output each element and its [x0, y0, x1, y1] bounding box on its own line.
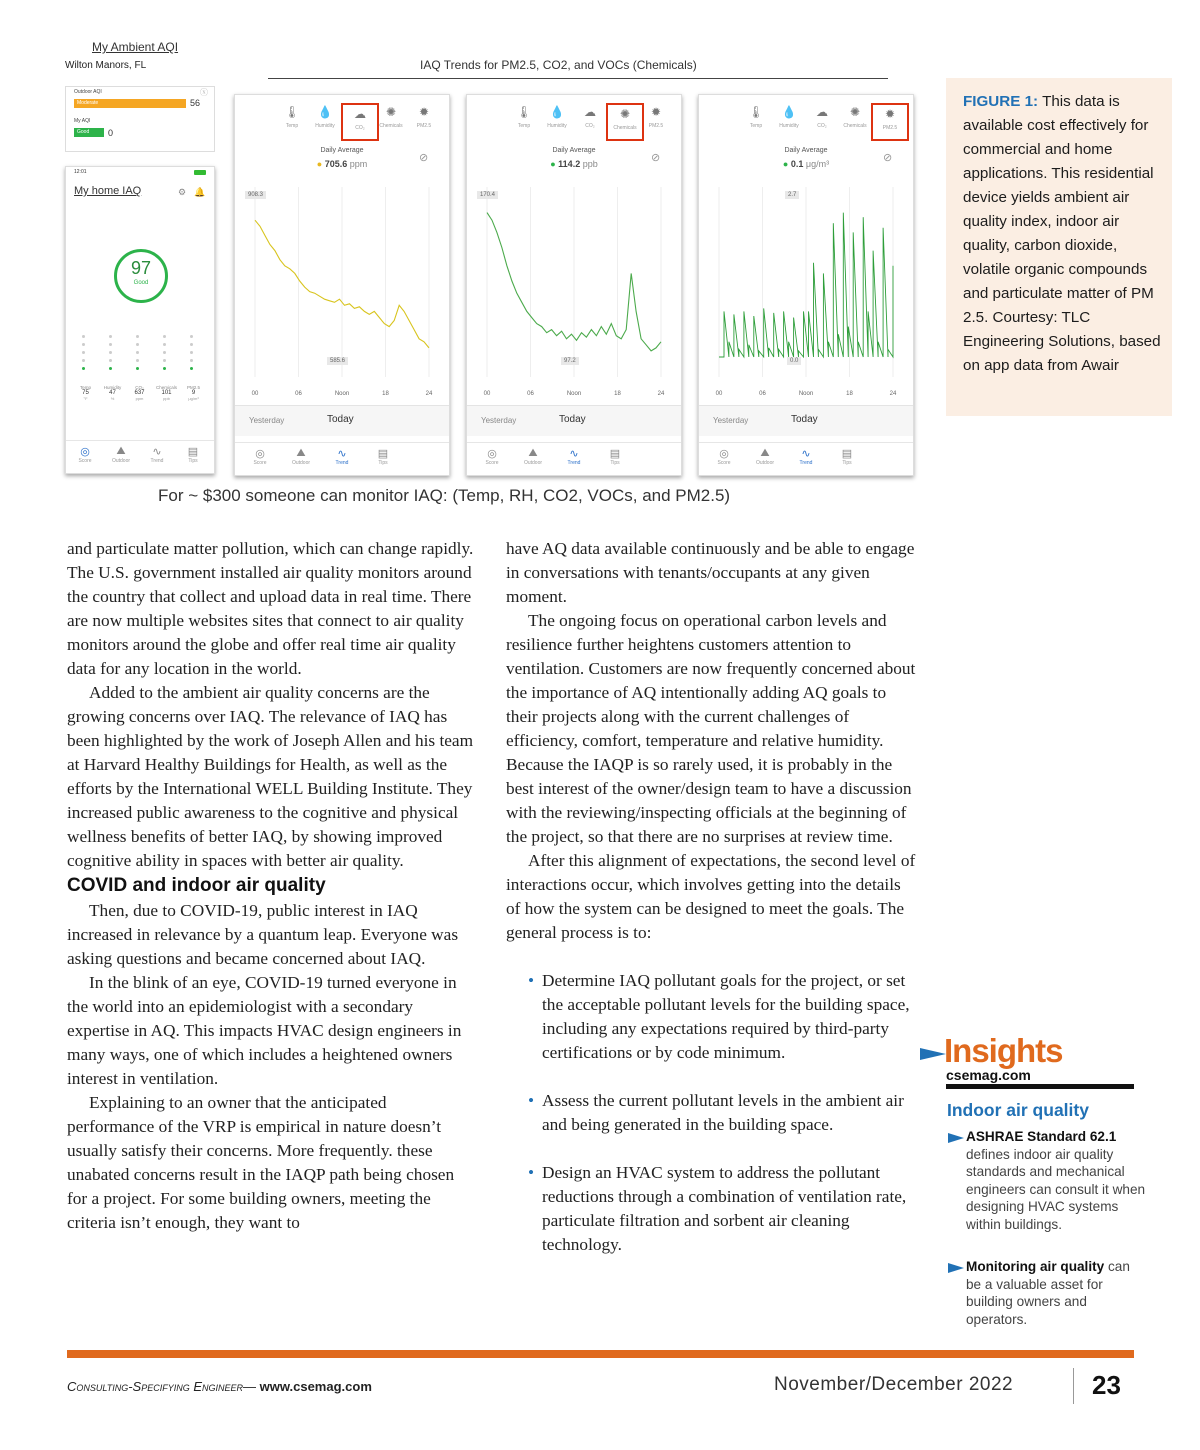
metric-value: 47 [109, 390, 116, 396]
trend-icon: ∿ [569, 448, 579, 460]
x-tick-label: 06 [295, 391, 302, 397]
tab-yesterday[interactable]: Yesterday [249, 416, 285, 425]
metric-tab-label: Temp [517, 123, 531, 129]
my-aqi-bar [74, 128, 104, 137]
footer-rule [67, 1350, 1134, 1358]
x-tick-label: 24 [425, 391, 433, 397]
no-wifi-icon[interactable]: ⊘ [419, 152, 429, 164]
metric-tab-icon: ✺ [385, 105, 397, 119]
metric-value: 75 [82, 390, 89, 396]
outdoor-aqi-bar [74, 99, 186, 108]
nav-trend[interactable]: ∿ Trend [789, 447, 823, 466]
level-dot [190, 359, 193, 362]
my-aqi-label: My AQI [74, 118, 91, 124]
metric-tab-label: Chemicals [379, 123, 403, 129]
metric-readout [72, 385, 99, 401]
level-dot [136, 367, 139, 370]
col1-paragraph-4: In the blink of an eye, COVID-19 turned everyone in the world into an epidemiologist with a secondary expertise in AQ. This impacts HVAC design engineers in many ways, one of which includes a heightened owners interest in ventilation. [67, 973, 462, 1088]
metric-tab-icon: 💧 [549, 105, 565, 119]
x-tick-label: 24 [657, 391, 665, 397]
ambient-aqi-title: My Ambient AQI [92, 40, 179, 54]
metric-value: 9 [191, 390, 196, 396]
daily-average-value: ● 0.1 μg/m³ [782, 159, 830, 169]
insights-item-arrow-icon [948, 1263, 964, 1273]
page-number: 23 [1092, 1370, 1121, 1400]
outdoor-icon: ⛰ [296, 447, 306, 459]
nav-tips[interactable]: ▤ Tips [176, 445, 210, 464]
metric-tab-icon: 🌡 [284, 105, 300, 119]
metric-unit: ppb [163, 396, 170, 401]
col1-paragraph-5: Explaining to an owner that the anticipated performance of the VRP is empirical in nature doesn’t usually satisfy their concerns. More frequently. these unabated concerns result in the IAQP path being chosen for a project. For some building owners, meeting the criteria isn’t enough, they want to [67, 1093, 455, 1232]
max-value-label: 908.3 [245, 191, 266, 199]
metric-readout [180, 385, 207, 401]
metric-tab-icon: 💧 [317, 105, 333, 119]
metric-tab-label: Humidity [779, 123, 799, 129]
footer-site[interactable]: www.csemag.com [259, 1379, 372, 1394]
level-dot [136, 351, 139, 354]
tips-icon: ▤ [609, 448, 621, 460]
x-tick-label: 06 [759, 391, 766, 397]
battery-icon [194, 170, 206, 175]
metric-tab-label: PM2.5 [882, 125, 898, 131]
trend-icon: ∿ [337, 448, 347, 460]
settings-icon[interactable]: ⚙ [178, 187, 187, 197]
metric-tab-label: Temp [285, 123, 299, 129]
nav-score[interactable]: ◎ Score [707, 447, 741, 466]
nav-score[interactable]: ◎ Score [68, 445, 102, 464]
x-tick-label: Noon [566, 391, 582, 397]
insights-logo: Insights [944, 1032, 1063, 1069]
level-dot [82, 351, 85, 354]
metric-readouts [72, 385, 212, 415]
insights-site: csemag.com [946, 1067, 1031, 1083]
x-tick-label: 00 [251, 391, 259, 397]
metric-value: 101 [161, 390, 172, 396]
trend-chart [707, 187, 905, 387]
metric-tab-label: Humidity [547, 123, 567, 129]
metric-tab-icon: ✹ [418, 105, 430, 119]
x-tick-label: 18 [614, 391, 621, 397]
metric-tab-label: CO₂ [817, 123, 827, 129]
metric-tab-icon: ☁ [584, 105, 596, 119]
metric-label: Humidity [103, 385, 122, 390]
home-bottom-nav [66, 440, 214, 473]
no-wifi-icon[interactable]: ⊘ [883, 152, 893, 164]
metric-label: PM2.5 [186, 385, 200, 390]
tips-icon: ▤ [377, 448, 389, 460]
x-tick-label: 00 [483, 391, 491, 397]
insights-box [918, 1032, 1146, 1336]
metric-tab-label: Chemicals [843, 123, 867, 129]
nav-tips[interactable]: ▤ Tips [830, 447, 864, 466]
x-tick-label: 24 [889, 391, 897, 397]
nav-tips[interactable]: ▤ Tips [598, 447, 632, 466]
metric-tab-label: Temp [749, 123, 763, 129]
min-value-label: 97.2 [561, 357, 579, 365]
figure-bottom-caption: For ~ $300 someone can monitor IAQ: (Temp, RH, CO2, VOCs, and PM2.5) [158, 486, 731, 505]
metric-unit: μg/m³ [188, 396, 199, 401]
nav-trend[interactable]: ∿ Trend [325, 447, 359, 466]
status-time: 12:01 [74, 169, 87, 175]
bullet-icon: • [528, 1091, 535, 1110]
bullet-item: • Determine IAQ pollutant goals for the project, or set the acceptable pollutant levels for the building space, including any expectations required by third-party certifications or by code minimum. [528, 971, 910, 1062]
pm25-trend-phone [698, 94, 914, 476]
column-1 [67, 537, 475, 1235]
level-dot [163, 351, 166, 354]
status-dot-icon: ● [782, 159, 791, 169]
nav-outdoor[interactable]: ⛰ Outdoor [104, 445, 138, 464]
insights-item-1: ASHRAE Standard 62.1 defines indoor air quality standards and mechanical engineers can consult it when designing HVAC systems within buildings. [966, 1129, 1146, 1232]
location-label: Wilton Manors, FL [65, 60, 147, 71]
footer-publication: Consulting-Specifying Engineer— www.csemag.com [67, 1379, 372, 1394]
daily-average-value: ● 705.6 ppm [316, 159, 368, 169]
level-dot [109, 343, 112, 346]
level-dot [163, 359, 166, 362]
level-dot [190, 351, 193, 354]
status-dot-icon: ● [316, 159, 325, 169]
metric-tab[interactable] [308, 103, 342, 137]
nav-tips[interactable]: ▤ Tips [366, 447, 400, 466]
home-screen [65, 166, 215, 474]
col2-paragraph-2: The ongoing focus on operational carbon levels and resilience further heightens customers attention to ventilation. Customers are now frequently concerned about the importance of AQ intentionally adding AQ goals to their projects along with the current challenges of efficiency, comfort, temperature and relative humidity. Because the IAQP is so rarely used, it is probably in the best interest of the owner/design team to have a discussion with the reviewing/inspecting officials at the beginning of the project, so that there are no surprises at review time. [506, 611, 916, 846]
metric-tab-label: PM2.5 [648, 123, 664, 129]
x-tick-label: 00 [715, 391, 723, 397]
level-dot [82, 359, 85, 362]
trends-title-rule [268, 78, 888, 79]
outdoor-icon: ⛰ [760, 447, 770, 459]
metric-tab[interactable] [275, 103, 309, 137]
min-value-label: 0.0 [787, 357, 801, 365]
metric-readout [99, 385, 126, 401]
metric-tab[interactable] [507, 103, 541, 137]
footer-divider [1073, 1368, 1074, 1404]
level-dot [109, 351, 112, 354]
tab-yesterday[interactable]: Yesterday [481, 416, 517, 425]
metric-tab-icon: ✺ [849, 105, 861, 119]
metric-label: Temp [79, 385, 91, 390]
metric-tab[interactable] [407, 103, 441, 137]
metric-tab-icon: 💧 [781, 105, 797, 119]
metric-tab[interactable] [739, 103, 773, 137]
tab-today[interactable]: Today [327, 414, 354, 425]
daily-average-value: ● 114.2 ppb [550, 159, 598, 169]
score-icon: ◎ [255, 448, 265, 460]
x-tick-label: 18 [382, 391, 389, 397]
nav-trend[interactable]: ∿ Trend [140, 445, 174, 464]
no-wifi-icon[interactable]: ⊘ [651, 152, 661, 164]
close-icon[interactable]: ⓧ [200, 88, 208, 97]
bullet-item: • Design an HVAC system to address the pollutant reductions through a combination of ventilation rate, particulate filtration and sorbent air cleaning technology. [528, 1163, 907, 1254]
trend-icon: ∿ [801, 448, 811, 460]
insights-arrow-icon [920, 1048, 946, 1060]
level-dot [163, 343, 166, 346]
col2-paragraph-3: After this alignment of expectations, the second level of interactions occur, which involves getting into the details of how the system can be designed to meet the goals. The general process is to: [506, 851, 916, 942]
metric-tab-label: CO₂ [585, 123, 595, 129]
co2-trend-phone [234, 94, 450, 476]
metric-tab-icon: 🌡 [748, 105, 764, 119]
level-dot [163, 335, 166, 338]
tab-today[interactable]: Today [559, 414, 586, 425]
metric-tab-icon: ✹ [884, 107, 896, 121]
trend-icon: ∿ [152, 446, 162, 458]
metric-tab[interactable] [540, 103, 574, 137]
metric-tab-icon: ✺ [619, 107, 631, 121]
nav-outdoor[interactable]: ⛰ Outdoor [516, 447, 550, 466]
column-2 [506, 537, 916, 1257]
metric-readout [153, 385, 180, 401]
section-heading: COVID and indoor air quality [67, 875, 326, 896]
metric-tab-icon: ✹ [650, 105, 662, 119]
chemicals-trend-phone [466, 94, 682, 476]
bottom-nav [235, 442, 449, 475]
metric-tab[interactable] [639, 103, 673, 137]
score-icon: ◎ [487, 448, 497, 460]
home-phone [65, 86, 215, 472]
caption-text: This data is available cost effectively for commercial and home applications. This residential device yields ambient air quality index, indoor air quality, carbon dioxide, volatile organic compounds and particulate matter of PM 2.5. Courtesy: TLC Engineering Solutions, based on app data from Awair [963, 93, 1161, 374]
my-aqi-value: 0 [108, 128, 114, 138]
insights-item-arrow-icon [948, 1133, 964, 1143]
metric-tab[interactable] [573, 103, 607, 137]
nav-score[interactable]: ◎ Score [243, 447, 277, 466]
metric-tab-label: Humidity [315, 123, 335, 129]
metric-tab-label: CO₂ [355, 125, 365, 131]
metric-tab-label: PM2.5 [416, 123, 432, 129]
day-tabs [235, 405, 449, 436]
col1-paragraph-1: and particulate matter pollution, which can change rapidly. The U.S. government installed air quality monitors around the country that collect and upload data in real time. There are now multiple websites sites that connect to air quality monitors around the globe and offer real time air quality data for any location in the world. [67, 539, 474, 678]
status-dot-icon: ● [550, 159, 559, 169]
score-icon: ◎ [719, 448, 729, 460]
metric-value: 637 [134, 390, 145, 396]
col1-paragraph-2: Added to the ambient air quality concerns are the growing concerns over IAQ. The relevance of IAQ has been highlighted by the work of Joseph Allen and his team at Harvard Healthy Buildings for Health, as well as the efforts by the International WELL Building Institute. They increased public awareness to the cognitive and physical wellness benefits of better IAQ, by showing improved cognitive ability in spaces with better air quality. [67, 683, 474, 870]
metric-label: CO₂ [135, 385, 144, 390]
x-tick-label: 06 [527, 391, 534, 397]
bottom-nav [467, 442, 681, 475]
day-tabs [467, 405, 681, 436]
caption-label: FIGURE 1: [963, 93, 1039, 110]
outdoor-aqi-value: 56 [190, 98, 201, 108]
metric-tab[interactable] [871, 103, 909, 141]
score-icon: ◎ [80, 446, 90, 458]
metric-tab-icon: 🌡 [516, 105, 532, 119]
level-dot [190, 335, 193, 338]
insights-title: Indoor air quality [947, 1100, 1089, 1120]
level-dot [136, 335, 139, 338]
insights-rule [946, 1084, 1134, 1089]
metric-tab-icon: ☁ [354, 107, 366, 121]
x-tick-label: Noon [798, 391, 814, 397]
metric-unit: °F [83, 396, 88, 401]
metric-tab-icon: ☁ [816, 105, 828, 119]
level-dot [82, 335, 85, 338]
metric-label: Chemicals [155, 385, 177, 390]
max-value-label: 170.4 [477, 191, 498, 199]
level-dot [163, 367, 166, 370]
figure-1 [62, 36, 942, 516]
col2-paragraph-1: have AQ data available continuously and be able to engage in conversations with tenants/occupants at any given moment. [506, 539, 915, 606]
tips-icon: ▤ [187, 446, 199, 458]
level-dot [190, 343, 193, 346]
metric-unit: ppm [135, 396, 144, 401]
metric-tab[interactable] [805, 103, 839, 137]
outdoor-aqi-status: Moderate [77, 100, 99, 106]
my-aqi-status: Good [77, 129, 90, 135]
nav-score[interactable]: ◎ Score [475, 447, 509, 466]
level-dot [190, 367, 193, 370]
metric-unit: % [110, 396, 115, 401]
bottom-nav [699, 442, 913, 475]
nav-outdoor[interactable]: ⛰ Outdoor [748, 447, 782, 466]
min-value-label: 585.6 [327, 357, 348, 365]
tab-yesterday[interactable]: Yesterday [713, 416, 749, 425]
level-dot [136, 343, 139, 346]
metric-tab[interactable] [374, 103, 408, 137]
outdoor-aqi-label: Outdoor AQI [74, 89, 102, 95]
metric-readout [126, 385, 153, 401]
level-dot [136, 359, 139, 362]
x-tick-label: Noon [334, 391, 350, 397]
bullet-icon: • [528, 1163, 535, 1182]
metric-tab[interactable] [772, 103, 806, 137]
outdoor-icon: ⛰ [116, 445, 126, 457]
score-value: 97 [130, 258, 152, 278]
trends-title: IAQ Trends for PM2.5, CO2, and VOCs (Chemicals) [420, 58, 697, 72]
figure-caption [946, 78, 1172, 416]
tab-today[interactable]: Today [791, 414, 818, 425]
metric-dots [76, 335, 206, 375]
outdoor-icon: ⛰ [528, 447, 538, 459]
tips-icon: ▤ [841, 448, 853, 460]
x-tick-label: 18 [846, 391, 853, 397]
daily-average-label: Daily Average [552, 147, 596, 154]
metric-tab[interactable] [838, 103, 872, 137]
daily-average-label: Daily Average [784, 147, 828, 154]
daily-average-label: Daily Average [320, 147, 364, 154]
bullet-icon: • [528, 971, 535, 990]
level-dot [82, 367, 85, 370]
score-ring [114, 249, 168, 303]
level-dot [109, 367, 112, 370]
bell-icon[interactable]: 🔔 [194, 187, 206, 197]
outdoor-aqi-card [65, 86, 215, 152]
max-value-label: 2.7 [785, 191, 799, 199]
metric-tab-label: Chemicals [613, 125, 637, 131]
bullet-item: • Assess the current pollutant levels in the ambient air and being generated in the building space. [528, 1091, 904, 1134]
nav-trend[interactable]: ∿ Trend [557, 447, 591, 466]
nav-outdoor[interactable]: ⛰ Outdoor [284, 447, 318, 466]
score-label: Good [133, 280, 149, 286]
level-dot [109, 335, 112, 338]
home-title[interactable]: My home IAQ [74, 185, 142, 197]
insights-item-2: Monitoring air quality can be a valuable asset for building owners and operators. [966, 1259, 1130, 1327]
col1-paragraph-3: Then, due to COVID-19, public interest in IAQ increased in relevance by a quantum leap. Everyone was asking questions and became concerned about IAQ. [67, 901, 459, 968]
footer-issue: November/December 2022 [774, 1374, 1014, 1395]
level-dot [109, 359, 112, 362]
day-tabs [699, 405, 913, 436]
level-dot [82, 343, 85, 346]
